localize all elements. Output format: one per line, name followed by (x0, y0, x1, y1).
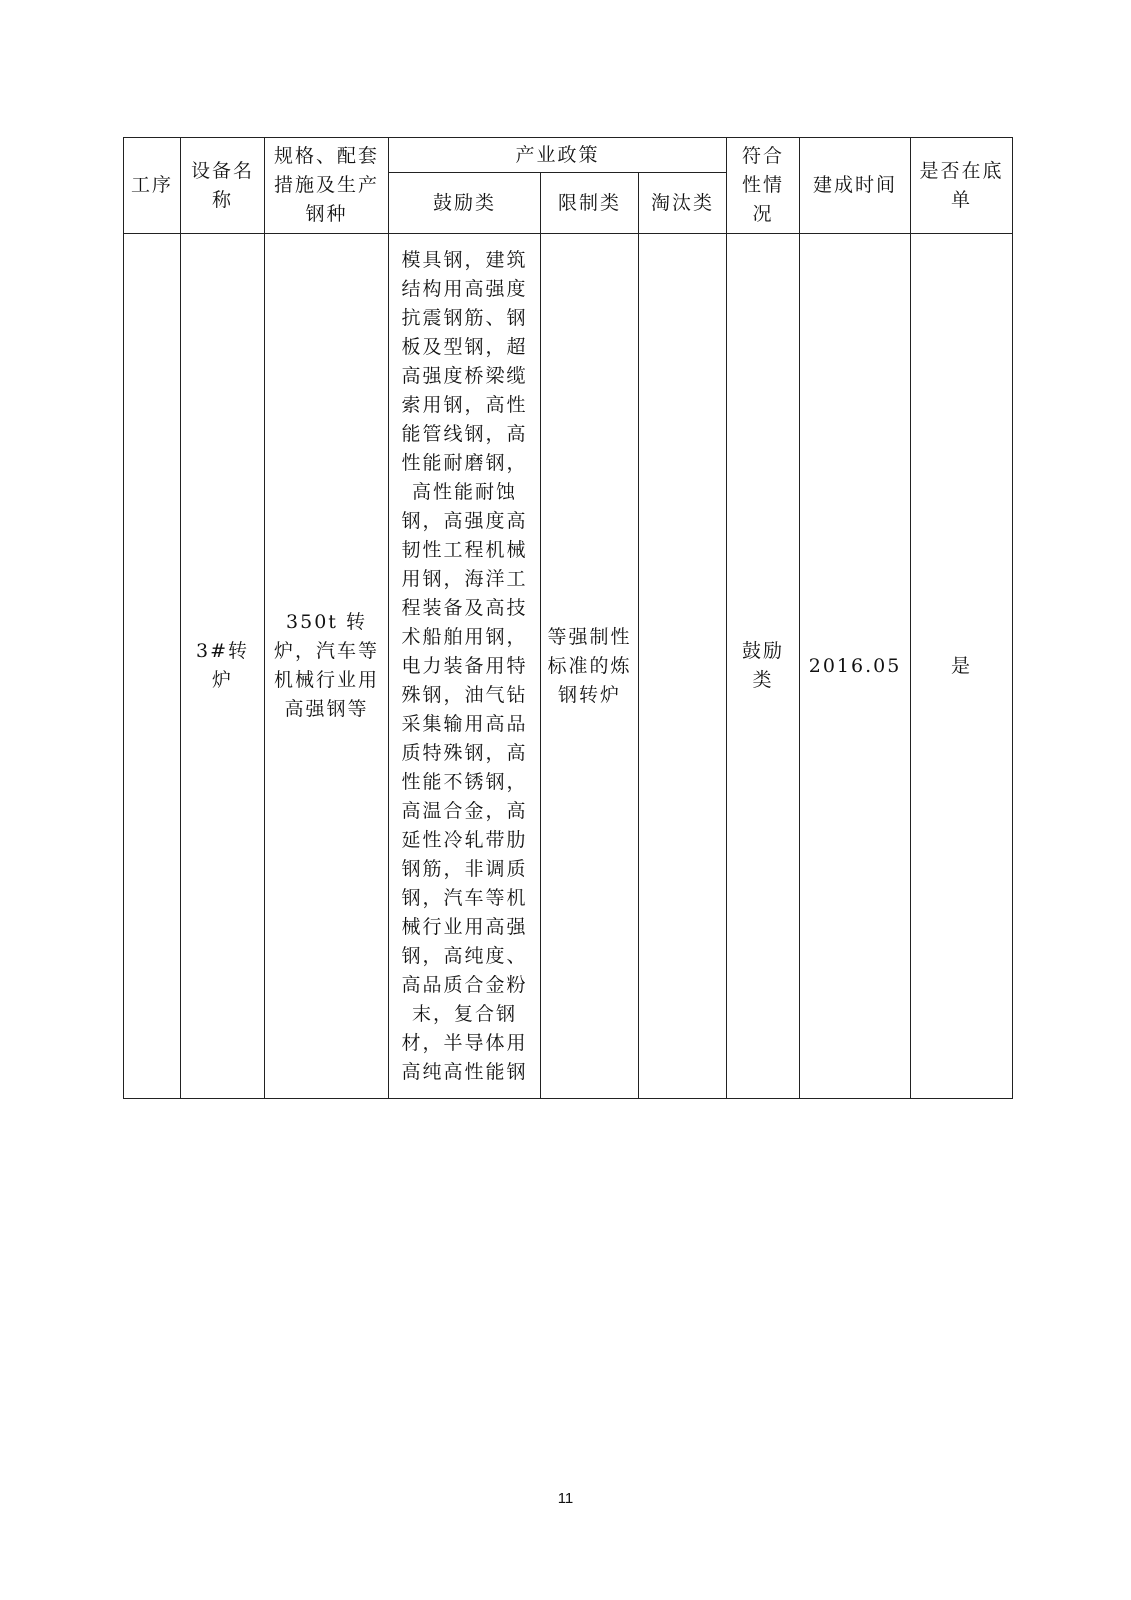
header-encourage: 鼓励类 (389, 173, 541, 234)
cell-compliance: 鼓励类 (727, 234, 800, 1099)
header-restrict: 限制类 (541, 173, 639, 234)
cell-encourage: 模具钢，建筑结构用高强度抗震钢筋、钢板及型钢，超高强度桥梁缆索用钢，高性能管线钢，高性能耐磨钢，高性能耐蚀钢，高强度高韧性工程机械用钢，海洋工程装备及高技术船舶用钢，电力装备用特殊钢，油气钻采集输用高品质特殊钢，高性能不锈钢，高温合金，高延性冷轧带肋钢筋，非调质钢，汽车等机械行业用高强钢，高纯度、高品质合金粉末，复合钢材，半导体用高纯高性能钢 (389, 234, 541, 1099)
page-number: 11 (557, 1490, 574, 1507)
cell-restrict: 等强制性标准的炼钢转炉 (541, 234, 639, 1099)
cell-build-time: 2016.05 (800, 234, 911, 1099)
header-in-list: 是否在底单 (911, 138, 1013, 234)
cell-eliminate (639, 234, 727, 1099)
header-device-name: 设备名称 (181, 138, 265, 234)
cell-process (124, 234, 181, 1099)
header-spec: 规格、配套措施及生产钢种 (265, 138, 389, 234)
policy-table (123, 137, 1013, 1099)
header-eliminate: 淘汰类 (639, 173, 727, 234)
table-row (124, 234, 1013, 1099)
cell-spec: 350t 转炉，汽车等机械行业用高强钢等 (265, 234, 389, 1099)
header-row-1 (124, 138, 1013, 173)
header-compliance: 符合性情况 (727, 138, 800, 234)
header-build-time: 建成时间 (800, 138, 911, 234)
header-process: 工序 (124, 138, 181, 234)
cell-device-name: 3#转炉 (181, 234, 265, 1099)
header-industry-policy: 产业政策 (389, 138, 727, 173)
cell-in-list: 是 (911, 234, 1013, 1099)
